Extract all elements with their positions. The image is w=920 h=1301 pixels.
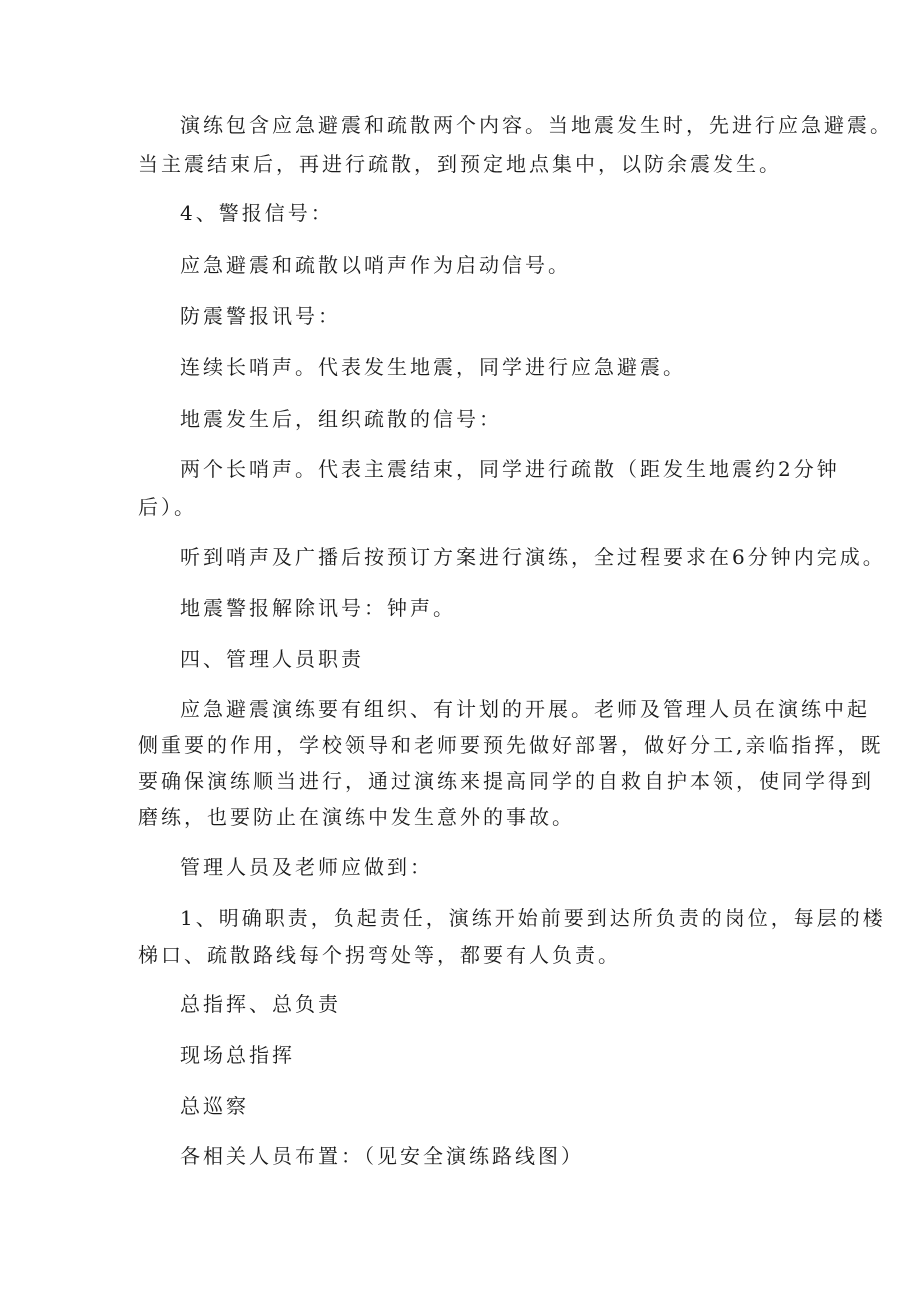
text-line: 当主震结束后，再进行疏散，到预定地点集中，以防余震发生。 [138,152,782,176]
text-line: 地震警报解除讯号：钟声。 [180,596,456,620]
text-line: 两个长哨声。代表主震结束，同学进行疏散（距发生地震约2分钟 [180,457,840,481]
text-line: 侧重要的作用，学校领导和老师要预先做好部署，做好分工,亲临指挥，既 [138,733,884,757]
text-line: 应急避震和疏散以哨声作为启动信号。 [180,253,571,277]
text-line: 总指挥、总负责 [180,992,341,1016]
text-line: 各相关人员布置：（见安全演练路线图） [180,1144,584,1168]
text-line: 现场总指挥 [180,1043,295,1067]
text-line: 管理人员及老师应做到： [180,855,433,879]
text-line: 1、明确职责，负起责任，演练开始前要到达所负责的岗位，每层的楼 [180,906,886,930]
text-line: 演练包含应急避震和疏散两个内容。当地震发生时，先进行应急避震。 [180,113,893,137]
text-line: 连续长哨声。代表发生地震，同学进行应急避震。 [180,355,686,379]
text-line: 应急避震演练要有组织、有计划的开展。老师及管理人员在演练中起 [180,697,870,721]
text-line: 后）。 [138,495,197,519]
text-line: 4、警报信号： [180,201,334,225]
text-line: 听到哨声及广播后按预订方案进行演练，全过程要求在6分钟内完成。 [180,545,886,569]
text-line: 防震警报讯号： [180,304,341,328]
text-line: 地震发生后，组织疏散的信号： [180,407,502,431]
text-line: 总巡察 [180,1094,249,1118]
text-line: 磨练，也要防止在演练中发生意外的事故。 [138,805,575,829]
text-line: 梯口、疏散路线每个拐弯处等，都要有人负责。 [138,943,621,967]
section-heading: 四、管理人员职责 [180,647,364,671]
text-line: 要确保演练顺当进行，通过演练来提高同学的自救自护本领，使同学得到 [138,769,874,793]
